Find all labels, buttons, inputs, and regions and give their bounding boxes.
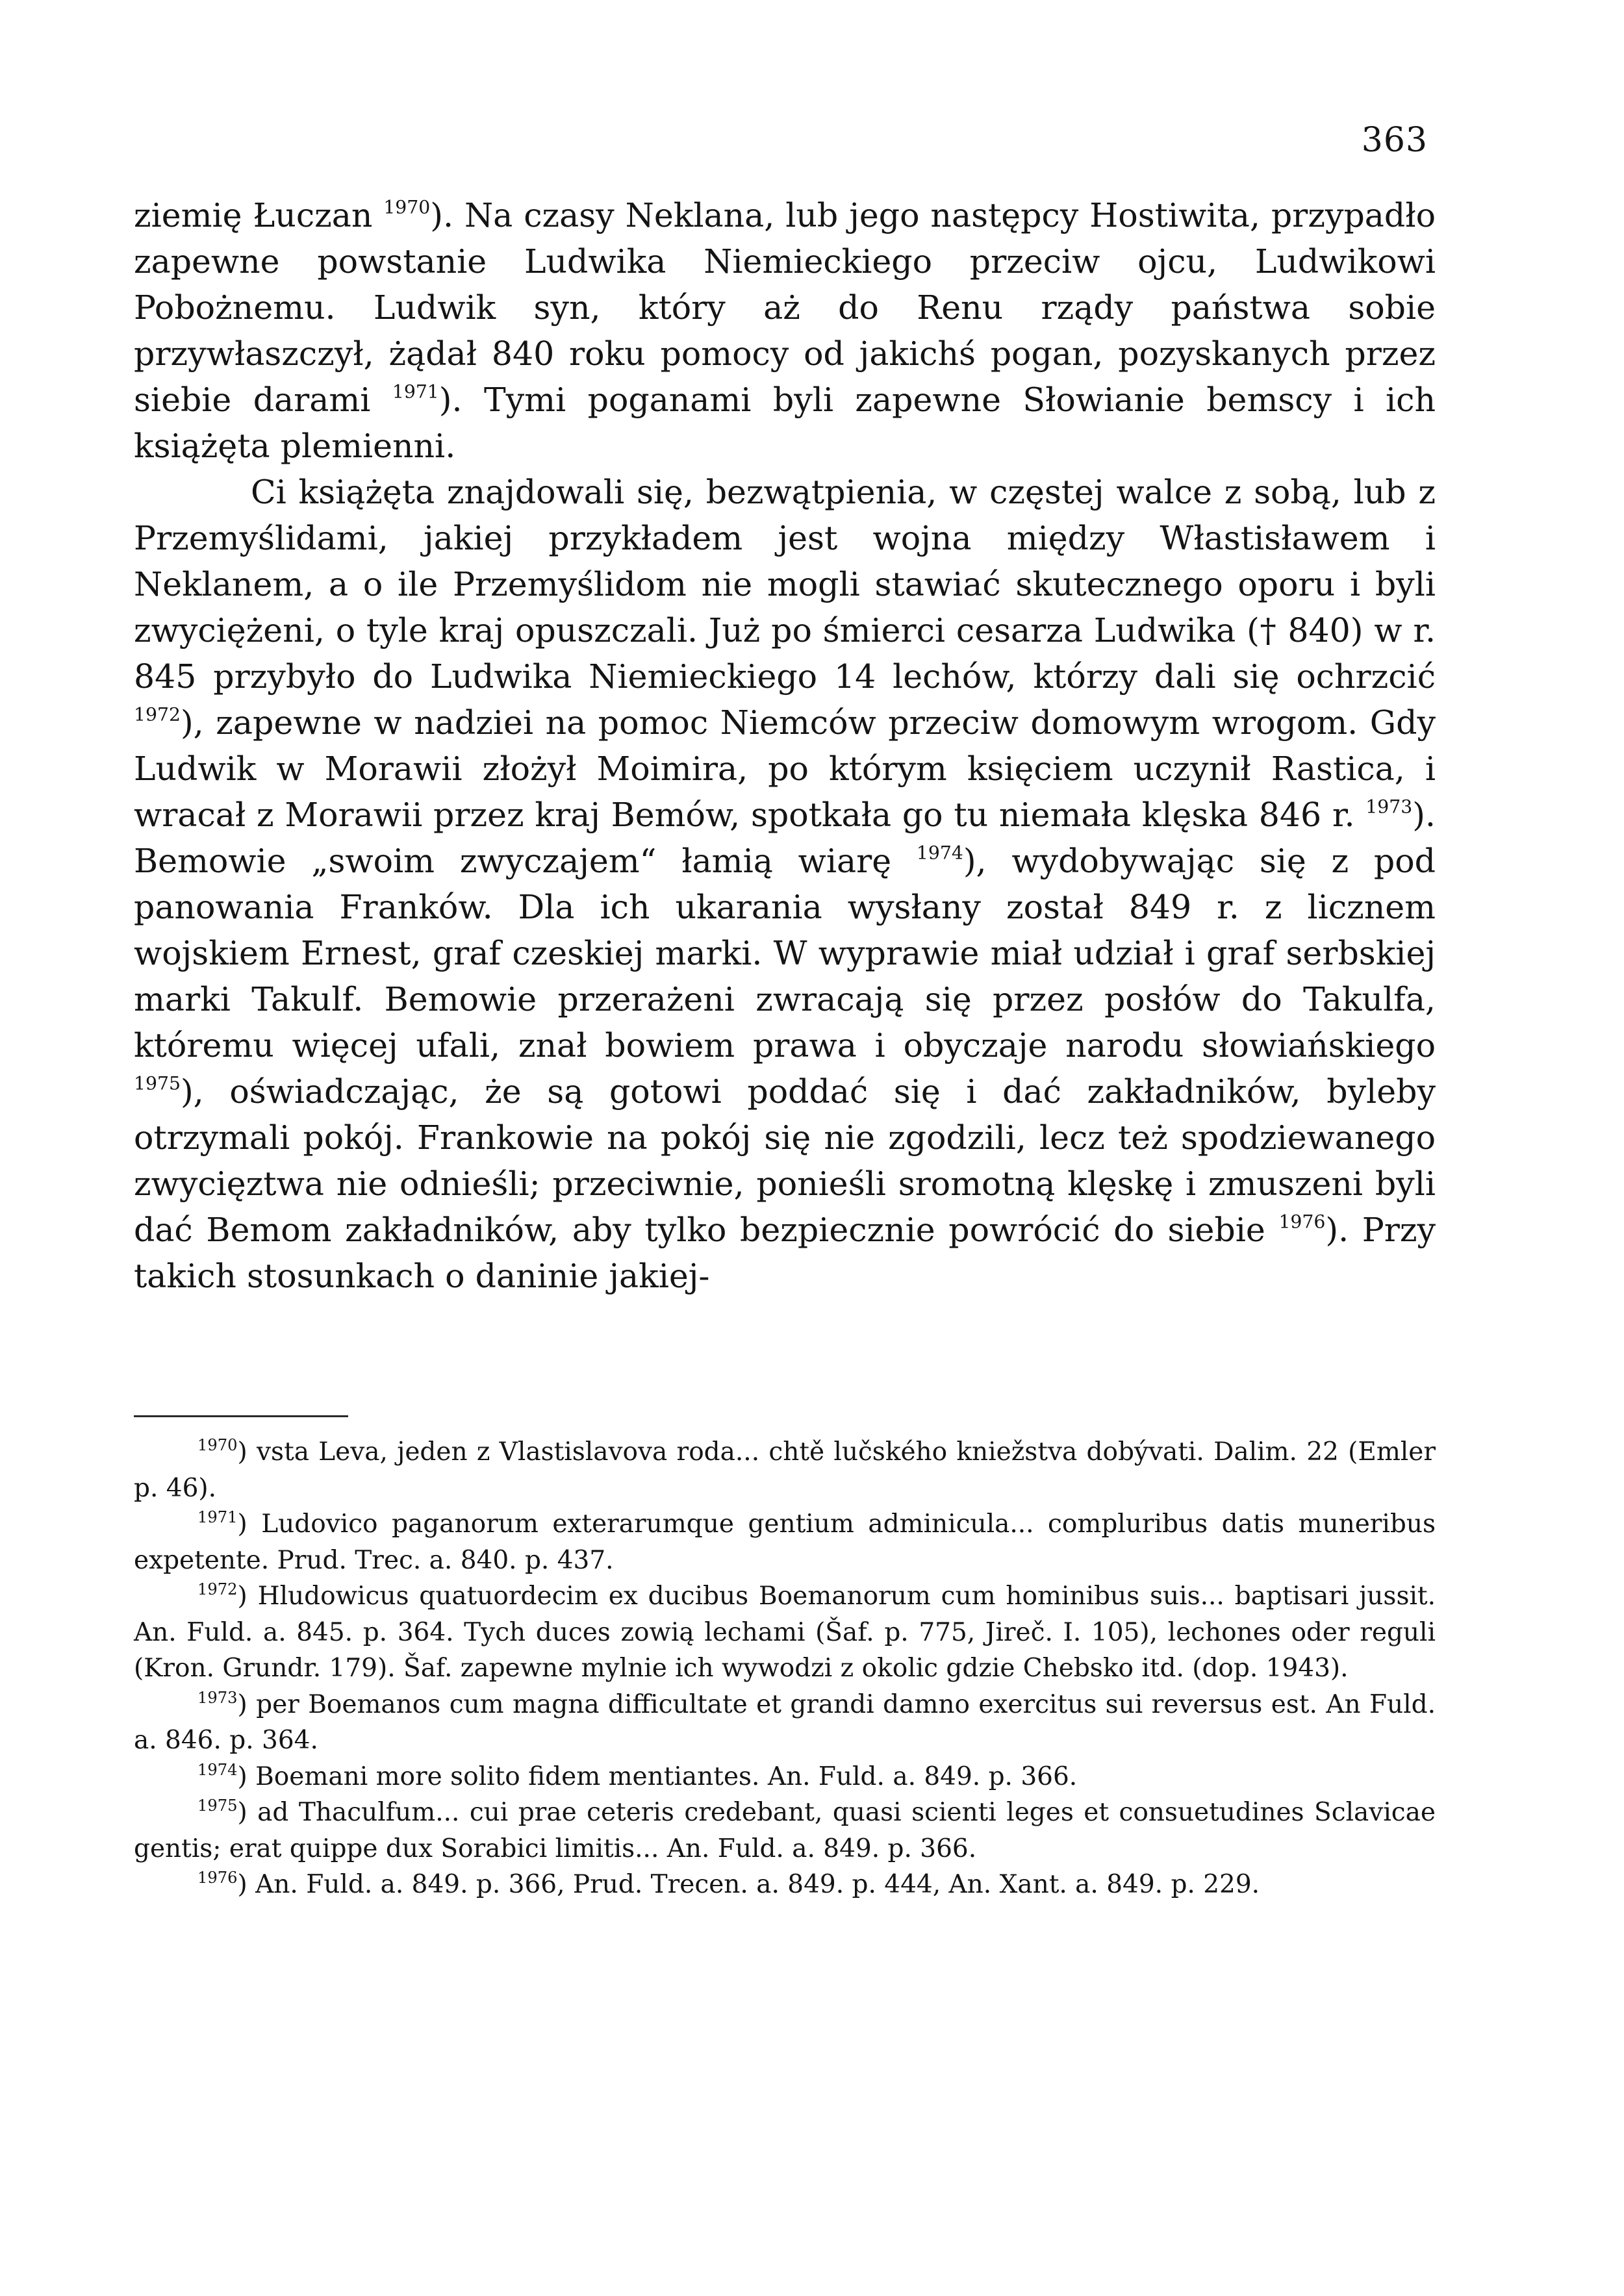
footnote-reference: 1973 [1365, 796, 1413, 818]
footnote-text: ) Ludovico paganorum exterarumque gentium adminicula... compluribus datis muneribus expetente. Prud. Trec. a. 840. p. 437. [134, 1509, 1436, 1575]
footnote-text: ) vsta Leva, jeden z Vlastislavova roda... chtě lučského kniežstva dobývati. Dalim. 22 (Emler p. 46). [134, 1437, 1436, 1503]
footnote [134, 1578, 1436, 1687]
text-run: ziemię Łuczan [134, 196, 384, 234]
text-run: ), wydobywając się z pod panowania Franków. Dla ich ukarania wysłany został 849 r. z licznem wojskiem Ernest, graf czeskiej marki. W wyprawie miał udział i graf serbskiej marki Takulf. Bemowie przerażeni zwracają się przez posłów do Takulfa, któremu więcej ufali, znał bowiem prawa i obyczaje narodu słowiańskiego [134, 842, 1436, 1065]
footnote [134, 1795, 1436, 1867]
footnote-number: 1975 [197, 1797, 238, 1815]
footnote-number: 1972 [197, 1580, 238, 1599]
body-paragraph [134, 192, 1436, 469]
footnote-separator [134, 1415, 348, 1417]
footnote-text: ) Hludowicus quatuordecim ex ducibus Boemanorum cum hominibus suis... baptisari jussit. An. Fuld. a. 845. p. 364. Tych duces zowią lechami (Šaf. p. 775, Jireč. I. 105), lechones oder reguli (Kron. Grundr. 179). Šaf. zapewne mylnie ich wywodzi z okolic gdzie Chebsko itd. (dop. 1943). [134, 1582, 1436, 1683]
footnote-text: ) An. Fuld. a. 849. p. 366, Prud. Trecen. a. 849. p. 444, An. Xant. a. 849. p. 229. [237, 1870, 1260, 1899]
footnote-reference: 1972 [134, 703, 181, 725]
text-run: ), oświadczając, że są gotowi poddać się i dać zakładników, byleby otrzymali pokój. Frankowie na pokój się nie zgodzili, lecz też spodziewanego zwycięztwa nie odnieśli; przeciwnie, ponieśli sromotną klęskę i zmuszeni byli dać Bemom zakładników, aby tylko bezpiecznie powrócić do siebie [134, 1072, 1436, 1249]
footnote-number: 1974 [197, 1760, 238, 1779]
page-number: 363 [1361, 121, 1428, 160]
footnote-reference: 1974 [916, 842, 963, 864]
footnote [134, 1506, 1436, 1578]
footnote-reference: 1976 [1278, 1211, 1326, 1233]
text-run: Ci książęta znajdowali się, bezwątpienia, w częstej walce z sobą, lub z Przemyślidami, jakiej przykładem jest wojna między Włastisławem i Neklanem, a o ile Przemyślidom nie mogli stawiać skutecznego oporu i byli zwyciężeni, o tyle kraj opuszczali. Już po śmierci cesarza Ludwika († 840) w r. 845 przybyło do Ludwika Niemieckiego 14 lechów, którzy dali się ochrzcić [134, 473, 1436, 696]
footnote [134, 1759, 1436, 1795]
footnote-text: ) per Boemanos cum magna difficultate et grandi damno exercitus sui reversus est. An Fuld. a. 846. p. 364. [134, 1689, 1436, 1755]
footnote-number: 1973 [197, 1688, 238, 1707]
footnote-number: 1976 [197, 1869, 238, 1887]
footnote-text: ) Boemani more solito fidem mentiantes. An. Fuld. a. 849. p. 366. [237, 1761, 1078, 1791]
text-run: ). Tymi poganami byli zapewne Słowianie bemscy i ich książęta plemienni. [134, 381, 1436, 465]
footnote-number: 1971 [197, 1508, 238, 1527]
footnote [134, 1434, 1436, 1506]
footnote-text: ) ad Thaculfum... cui prae ceteris credebant, quasi scienti leges et consuetudines Sclavicae gentis; erat quippe dux Sorabici limitis... An. Fuld. a. 849. p. 366. [134, 1798, 1436, 1863]
main-text [134, 192, 1436, 1299]
footnote-reference: 1975 [134, 1072, 181, 1094]
footnote-number: 1970 [197, 1436, 238, 1455]
footnote [134, 1867, 1436, 1903]
footnote-reference: 1971 [392, 381, 439, 403]
text-run: ). Na czasy Neklana, lub jego następcy Hostiwita, przypadło zapewne powstanie Ludwika Niemieckiego przeciw ojcu, Ludwikowi Pobożnemu. Ludwik syn, który aż do Renu rządy państwa sobie przywłaszczył, żądał 840 roku pomocy od jakichś pogan, pozyskanych przez siebie darami [134, 196, 1436, 419]
footnote-reference: 1970 [383, 196, 431, 218]
footnotes [134, 1434, 1436, 1903]
text-run: ). Przy takich stosunkach o daninie jakiej- [134, 1211, 1436, 1295]
body-paragraph [134, 469, 1436, 1299]
text-run: ), zapewne w nadziei na pomoc Niemców przeciw domowym wrogom. Gdy Ludwik w Morawii złożył Moimira, po którym księciem uczynił Rastica, i wracał z Morawii przez kraj Bemów, spotkała go tu niemała klęska 846 r. [134, 703, 1436, 834]
text-run: ). Bemowie „swoim zwyczajem“ łamią wiarę [134, 796, 1436, 880]
footnote [134, 1687, 1436, 1759]
